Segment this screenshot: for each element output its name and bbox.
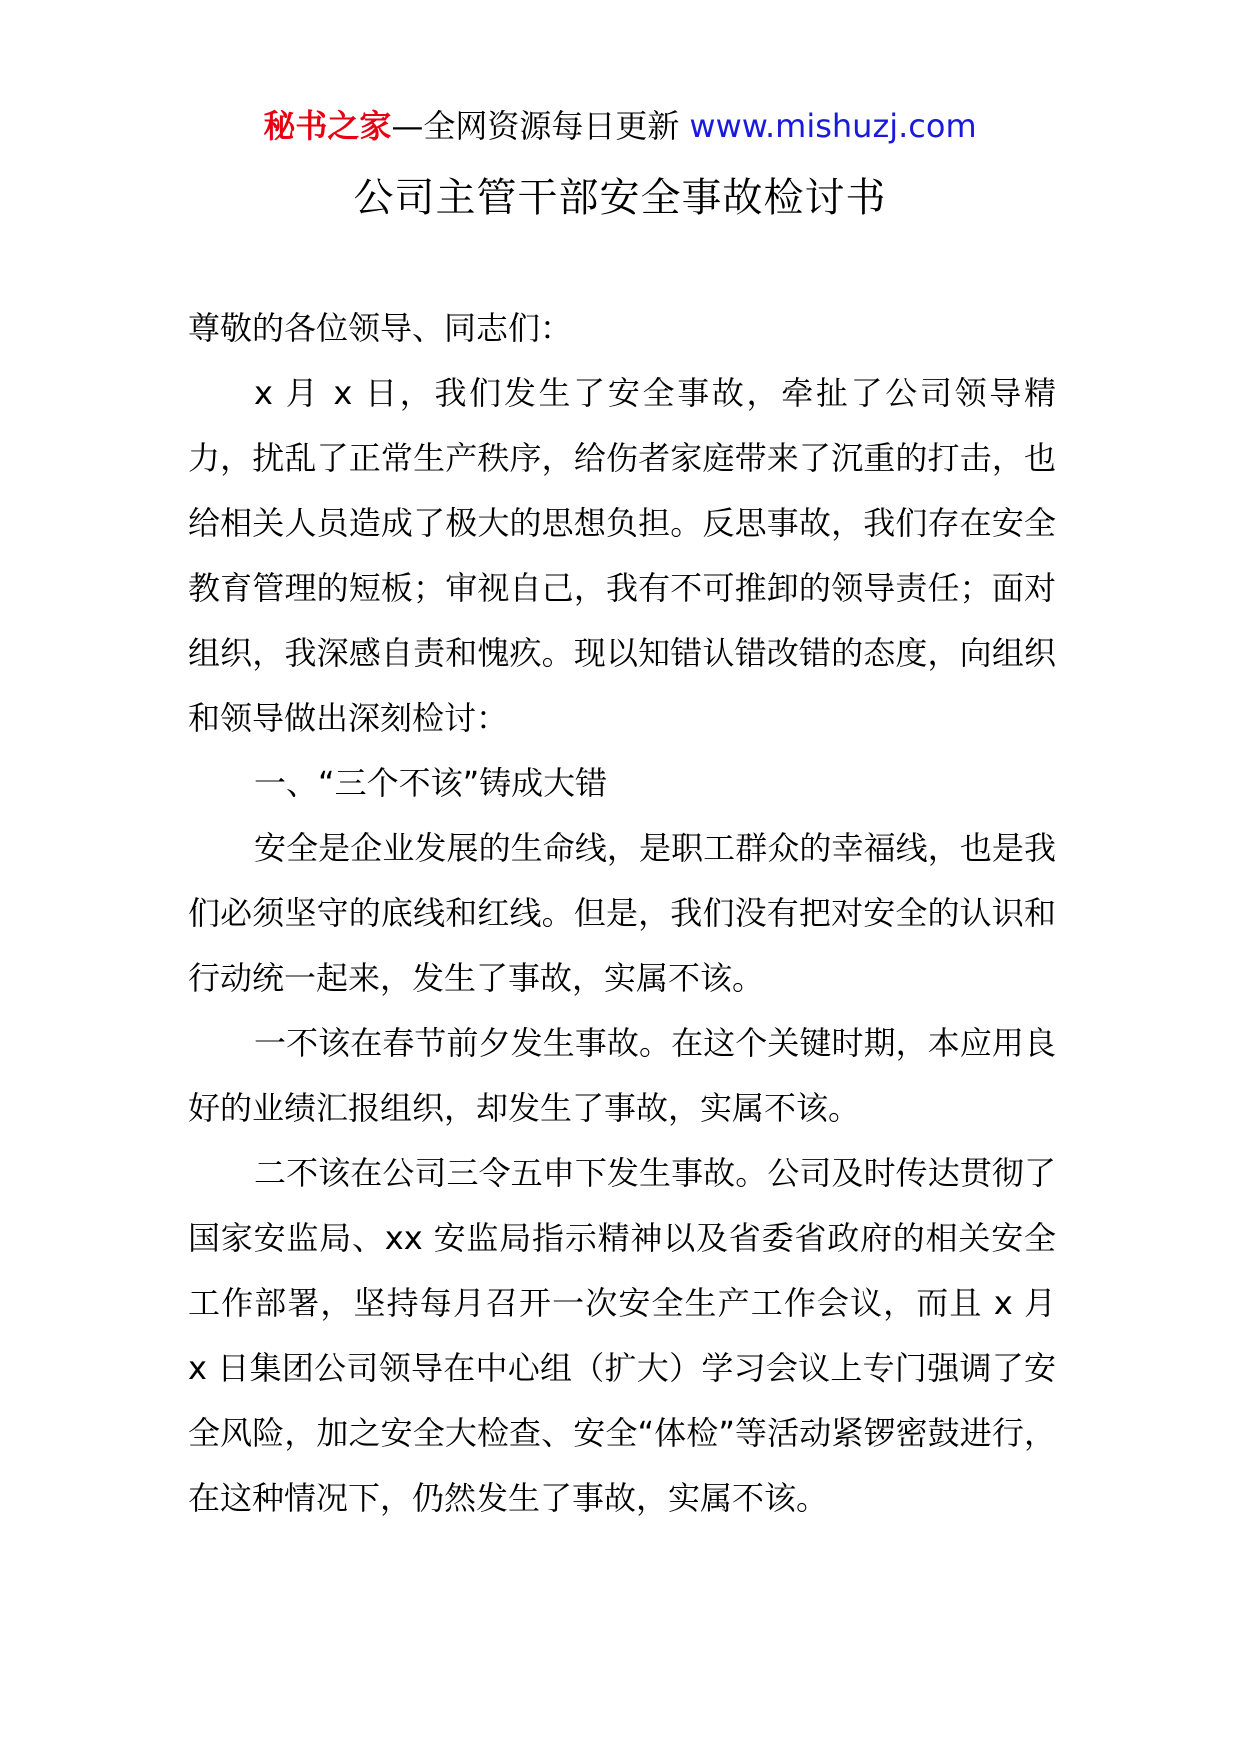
salutation: 尊敬的各位领导、同志们： [188, 309, 573, 347]
section-heading: 一、“三个不该”铸成大错 [254, 764, 608, 802]
paragraph-second-mistake: 二不该在公司三令五申下发生事故。公司及时传达贯彻了国家安监局、xx 安监局指示精神以及省委省政府的相关安全工作部署，坚持每月召开一次安全生产工作会议，而且 x 月 x 日集团公司领导在中心组（扩大）学习会议上专门强调了安全风险，加之安全大检查、安全“体检”等活动紧锣密鼓进行，在这种情况下，仍然发生了事故，实属不该。 [188, 1154, 1056, 1517]
header-slogan: 全网资源每日更新 [423, 107, 680, 145]
paragraph-safety: 安全是企业发展的生命线，是职工群众的幸福线，也是我们必须坚守的底线和红线。但是，我们没有把对安全的认识和行动统一起来，发生了事故，实属不该。 [188, 829, 1056, 997]
paragraph-first-mistake: 一不该在春节前夕发生事故。在这个关键时期，本应用良好的业绩汇报组织，却发生了事故，实属不该。 [188, 1024, 1056, 1127]
document-title: 公司主管干部安全事故检讨书 [353, 175, 887, 221]
header-dash: — [391, 107, 424, 145]
site-url[interactable]: www.mishuzj.com [689, 107, 977, 145]
site-header [0, 104, 1240, 148]
paragraph-intro: x 月 x 日，我们发生了安全事故，牵扯了公司领导精力，扰乱了正常生产秩序，给伤者家庭带来了沉重的打击，也给相关人员造成了极大的思想负担。反思事故，我们存在安全教育管理的短板；审视自己，我有不可推卸的领导责任；面对组织，我深感自责和愧疚。现以知错认错改错的态度，向组织和领导做出深刻检讨： [188, 374, 1056, 737]
document-body [188, 296, 1056, 1531]
brand-name: 秘书之家 [263, 107, 392, 145]
